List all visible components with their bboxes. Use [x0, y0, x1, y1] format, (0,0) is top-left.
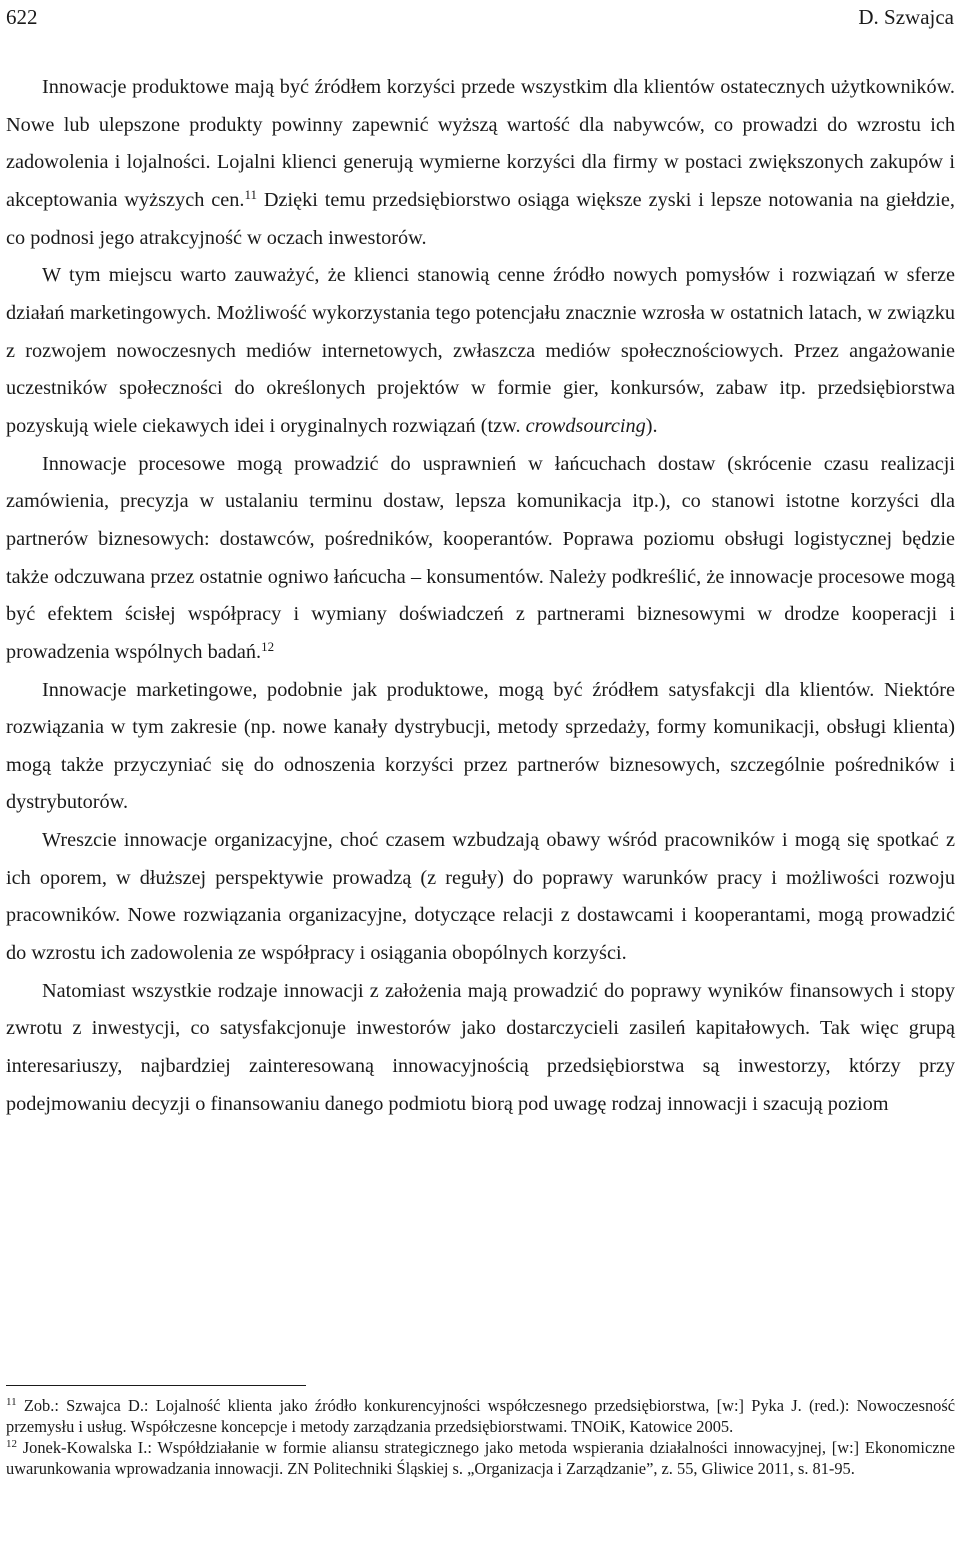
- page-number: 622: [6, 4, 38, 29]
- footnote-ref-11: 11: [244, 186, 257, 202]
- running-header: [6, 2, 954, 32]
- paragraph-product-innovation: [6, 69, 955, 257]
- paragraph-text: Innowacje produktowe mają być źródłem korzyści przede wszystkim dla klientów ostatecznych użytkowników. Nowe lub ulepszone produkty powinny zapewnić wyższą wartość dla nabywców, co prowadzi do wzrostu ich zadowolenia i lojalności. Lojalni klienci generują wymierne korzyści dla firmy w postaci zwiększonych zakupów i akceptowania wyższych cen.: [6, 76, 955, 211]
- footnote-text: Zob.: Szwajca D.: Lojalność klienta jako źródło konkurencyjności współczesnego przedsiębiorstwa, [w:] Pyka J. (red.): Nowoczesność przemysłu i usług. Współczesne koncepcje i metody zarządzania przedsiębiorstwami. TNOiK, Katowice 2005.: [6, 1396, 955, 1437]
- footnotes: [6, 1395, 955, 1479]
- paragraph-customer-ideas: [6, 257, 955, 445]
- footnote-separator: [6, 1385, 306, 1386]
- footnote-12: [6, 1437, 955, 1479]
- footnote-text: Jonek-Kowalska I.: Współdziałanie w formie aliansu strategicznego jako metoda wspierania działalności innowacyjnej, [w:] Ekonomiczne uwarunkowania wprowadzania innowacji. ZN Politechniki Śląskiej s. „Organizacja i Zarządzanie”, z. 55, Gliwice 2011, s. 81-95.: [6, 1438, 955, 1479]
- footnote-number: 11: [6, 1396, 17, 1408]
- footnote-ref-12: 12: [261, 638, 275, 654]
- paragraph-organizational-innovation: Wreszcie innowacje organizacyjne, choć czasem wzbudzają obawy wśród pracowników i mogą się spotkać z ich oporem, w dłuższej perspektywie prowadzą (z reguły) do poprawy warunków pracy i możliwości rozwoju pracowników. Nowe rozwiązania organizacyjne, dotyczące relacji z dostawcami i kooperantami, mogą prowadzić do wzrostu ich zadowolenia ze współpracy i osiągania obopólnych korzyści.: [6, 829, 955, 965]
- paragraph-marketing-innovation: Innowacje marketingowe, podobnie jak produktowe, mogą być źródłem satysfakcji dla klientów. Niektóre rozwiązania w tym zakresie (np. nowe kanały dystrybucji, metody sprzedaży, formy komunikacji, obsługi klienta) mogą także przyczyniać się do odnoszenia korzyści przez partnerów biznesowych, szczególnie pośredników i dystrybutorów.: [6, 678, 955, 814]
- paragraph-process-innovation: [6, 446, 955, 672]
- paragraph-text: ).: [645, 414, 658, 437]
- crowdsourcing-term: crowdsourcing: [525, 414, 646, 437]
- footnote-11: [6, 1395, 955, 1437]
- body-text: [6, 69, 955, 1123]
- paragraph-text: Innowacje procesowe mogą prowadzić do usprawnień w łańcuchach dostaw (skrócenie czasu realizacji zamówienia, precyzja w ustalaniu terminu dostaw, lepsza komunikacja itp.), co stanowi istotne korzyści dla partnerów biznesowych: dostawców, pośredników, kooperantów. Poprawa poziomu obsługi logistycznej będzie także odczuwana przez ostatnie ogniwo łańcucha – konsumentów. Należy podkreślić, że innowacje procesowe mogą być efektem ścisłej współpracy i wymiany doświadczeń z partnerami biznesowymi w drodze kooperacji i prowadzenia wspólnych badań.: [6, 452, 955, 663]
- paragraph-text: Dzięki temu przedsiębiorstwo osiąga większe zyski i lepsze notowania na giełdzie, co podnosi jego atrakcyjność w oczach inwestorów.: [6, 188, 955, 249]
- paragraph-text: W tym miejscu warto zauważyć, że klienci stanowią cenne źródło nowych pomysłów i rozwiązań w sferze działań marketingowych. Możliwość wykorzystania tego potencjału znacznie wzrosła w ostatnich latach, w związku z rozwojem nowoczesnych mediów internetowych, zwłaszcza mediów społecznościowych. Przez angażowanie uczestników społeczności do określonych projektów w formie gier, konkursów, zabaw itp. przedsiębiorstwa pozyskują wiele ciekawych idei i oryginalnych rozwiązań (tzw.: [6, 264, 955, 437]
- running-title: D. Szwajca: [858, 4, 954, 29]
- footnote-number: 12: [6, 1438, 17, 1451]
- paragraph-investors: Natomiast wszystkie rodzaje innowacji z założenia mają prowadzić do poprawy wyników finansowych i stopy zwrotu z inwestycji, co satysfakcjonuje inwestorów jako dostarczycieli zasileń kapitałowych. Tak więc grupą interesariuszy, najbardziej zainteresowaną innowacyjnością przedsiębiorstwa są inwestorzy, którzy przy podejmowaniu decyzji o finansowaniu danego podmiotu biorą pod uwagę rodzaj innowacji i szacują poziom: [6, 979, 955, 1115]
